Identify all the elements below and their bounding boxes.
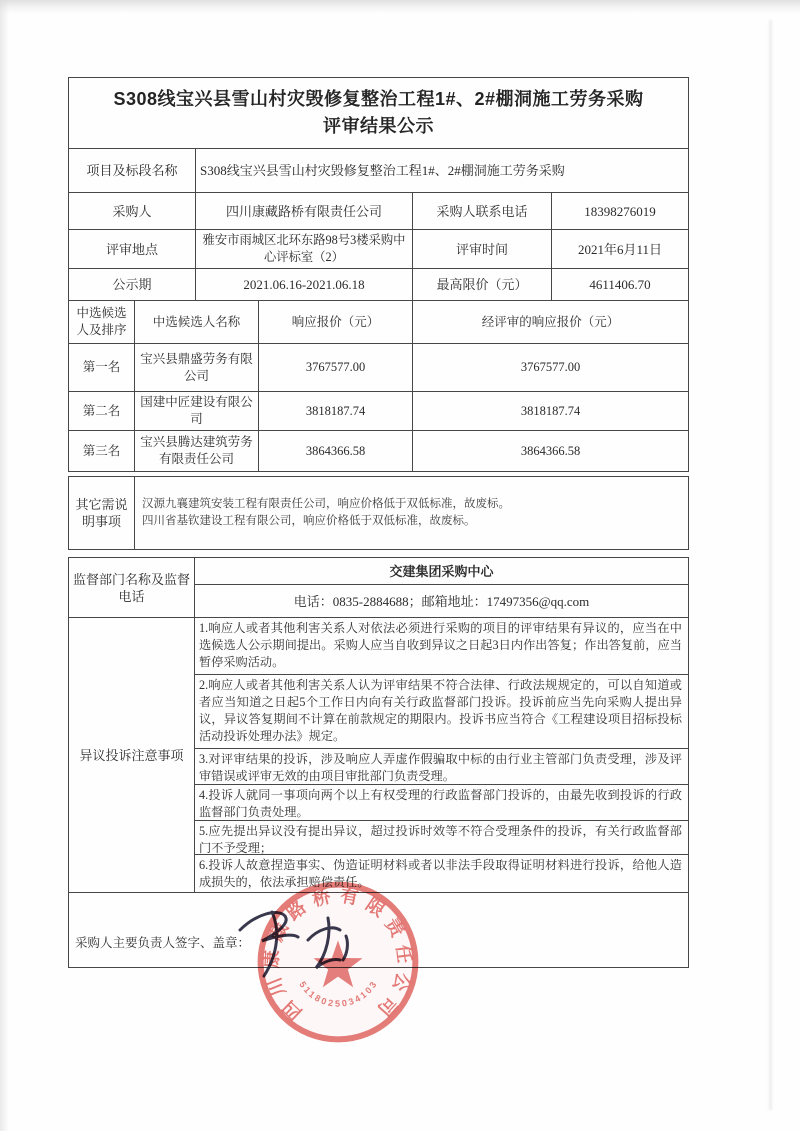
publicity-period-value: 2021.06.16-2021.06.18: [195, 269, 412, 300]
purchaser-phone-value: 18398276019: [551, 193, 688, 229]
purchaser-row: [68, 192, 689, 230]
review-location-row: [68, 229, 689, 269]
candidate-name: 宝兴县腾达建筑劳务有限责任公司: [134, 430, 258, 471]
candidate-name: 宝兴县鼎盛劳务有限公司: [134, 343, 258, 391]
objection-item-6: 6.投诉人故意捏造事实、伪造证明材料或者以非法手段取得证明材料进行投诉，给他人造成损失的，依法承担赔偿责任。: [194, 854, 688, 892]
review-location-value: 雅安市雨城区北环东路98号3楼采购中心评标室（2）: [195, 230, 412, 268]
project-name-label: 项目及标段名称: [86, 163, 178, 178]
objection-label: 异议投诉注意事项: [79, 747, 184, 763]
other-notes-line: 四川省基钦建设工程有限公司，响应价格低于双低标准，故废标。: [142, 515, 476, 527]
objection-item-2: 2.响应人或者其他利害关系人认为评审结果不符合法律、行政法规规定的，可以自知道或者应当知道之日起5个工作日内向有关行政监督部门投诉。投诉前应当先向采购人提出异议，异议答复期间不计算在前款规定的期限内。投诉书应当符合《工程建设项目招标投标活动投诉处理办法》规定。: [194, 674, 688, 748]
max-price-value: 4611406.70: [551, 269, 688, 300]
col-header-price: 响应报价（元）: [258, 301, 412, 343]
publicity-period-label: 公示期: [112, 277, 152, 292]
project-name-row: [68, 148, 689, 193]
purchaser-label: 采购人: [112, 203, 152, 219]
document-title: [68, 77, 689, 149]
objection-item-4: 4.投诉人就同一事项向两个以上有权受理的行政监督部门投诉的，由最先收到投诉的行政监督部门负责处理。: [194, 784, 688, 820]
supervision-row: [68, 557, 689, 618]
supervision-label: 监督部门名称及监督电话: [72, 571, 190, 604]
col-header-evaluated-price: 经评审的响应报价（元）: [412, 301, 688, 343]
document-title-line2: 评审结果公示: [323, 116, 434, 136]
review-location-label: 评审地点: [105, 241, 158, 257]
candidate-rank: 第一名: [69, 343, 134, 391]
objection-item-1: 1.响应人或者其他利害关系人对依法必须进行采购的项目的评审结果有异议的，应当在中选候选人公示期间提出。采购人应当自收到异议之日起3日内作出答复；作出答复前，应当暂停采购活动。: [194, 618, 688, 674]
scan-edge-left: [0, 0, 9, 1131]
objection-item-3: 3.对评审结果的投诉，涉及响应人弄虚作假骗取中标的由行业主管部门负责受理，涉及评审错误或评审无效的由项目审批部门负责受理。: [194, 748, 688, 784]
seal-number-text: 5118025034103: [297, 979, 379, 1009]
seal-company-text: 四川康藏路桥有限责任公司: [261, 885, 415, 1024]
objection-notes-section: [68, 617, 689, 893]
candidate-evaluated-price: 3767577.00: [412, 343, 688, 391]
announcement-table: [68, 78, 689, 968]
candidate-evaluated-price: 3818187.74: [412, 391, 688, 430]
signature-label: 采购人主要负责人签字、盖章：: [75, 936, 251, 950]
supervision-name: 交建集团采购中心: [194, 558, 688, 584]
other-notes-row: [68, 476, 689, 550]
publicity-period-row: [68, 268, 689, 301]
candidate-rank: 第三名: [69, 430, 134, 471]
document-title-line1: S308线宝兴县雪山村灾毁修复整治工程1#、2#棚洞施工劳务采购: [113, 89, 644, 109]
purchaser-value: 四川康藏路桥有限责任公司: [195, 193, 412, 229]
purchaser-phone-label: 采购人联系电话: [412, 193, 551, 229]
review-time-value: 2021年6月11日: [551, 230, 688, 268]
other-notes-line: 汉源九襄建筑安装工程有限责任公司，响应价格低于双低标准，故废标。: [142, 498, 510, 510]
col-header-name: 中选候选人名称: [134, 301, 258, 343]
candidate-rank: 第二名: [69, 391, 134, 430]
candidate-price: 3767577.00: [258, 343, 412, 391]
candidate-name: 国建中匠建设有限公司: [134, 391, 258, 430]
other-notes-label: 其它需说明事项: [75, 497, 128, 529]
max-price-label: 最高限价（元）: [412, 269, 551, 300]
scan-edge-top: [0, 0, 800, 14]
scan-edge-right: [769, 20, 772, 1110]
other-notes-content: [134, 477, 688, 549]
company-seal-stamp: [252, 876, 424, 1048]
supervision-contact: 电话：0835-2884688；邮箱地址：17497356@qq.com: [194, 584, 688, 617]
col-header-rank: 中选候选人及排序: [76, 306, 127, 337]
candidates-table: [68, 300, 689, 472]
review-time-label: 评审时间: [412, 230, 551, 268]
project-name-value: S308线宝兴县雪山村灾毁修复整治工程1#、2#棚洞施工劳务采购: [195, 149, 688, 192]
candidate-price: 3818187.74: [258, 391, 412, 430]
candidate-evaluated-price: 3864366.58: [412, 430, 688, 471]
objection-item-5: 5.应先提出异议没有提出异议，超过投诉时效等不符合受理条件的投诉，有关行政监督部门不予受理；: [194, 820, 688, 854]
candidate-price: 3864366.58: [258, 430, 412, 471]
